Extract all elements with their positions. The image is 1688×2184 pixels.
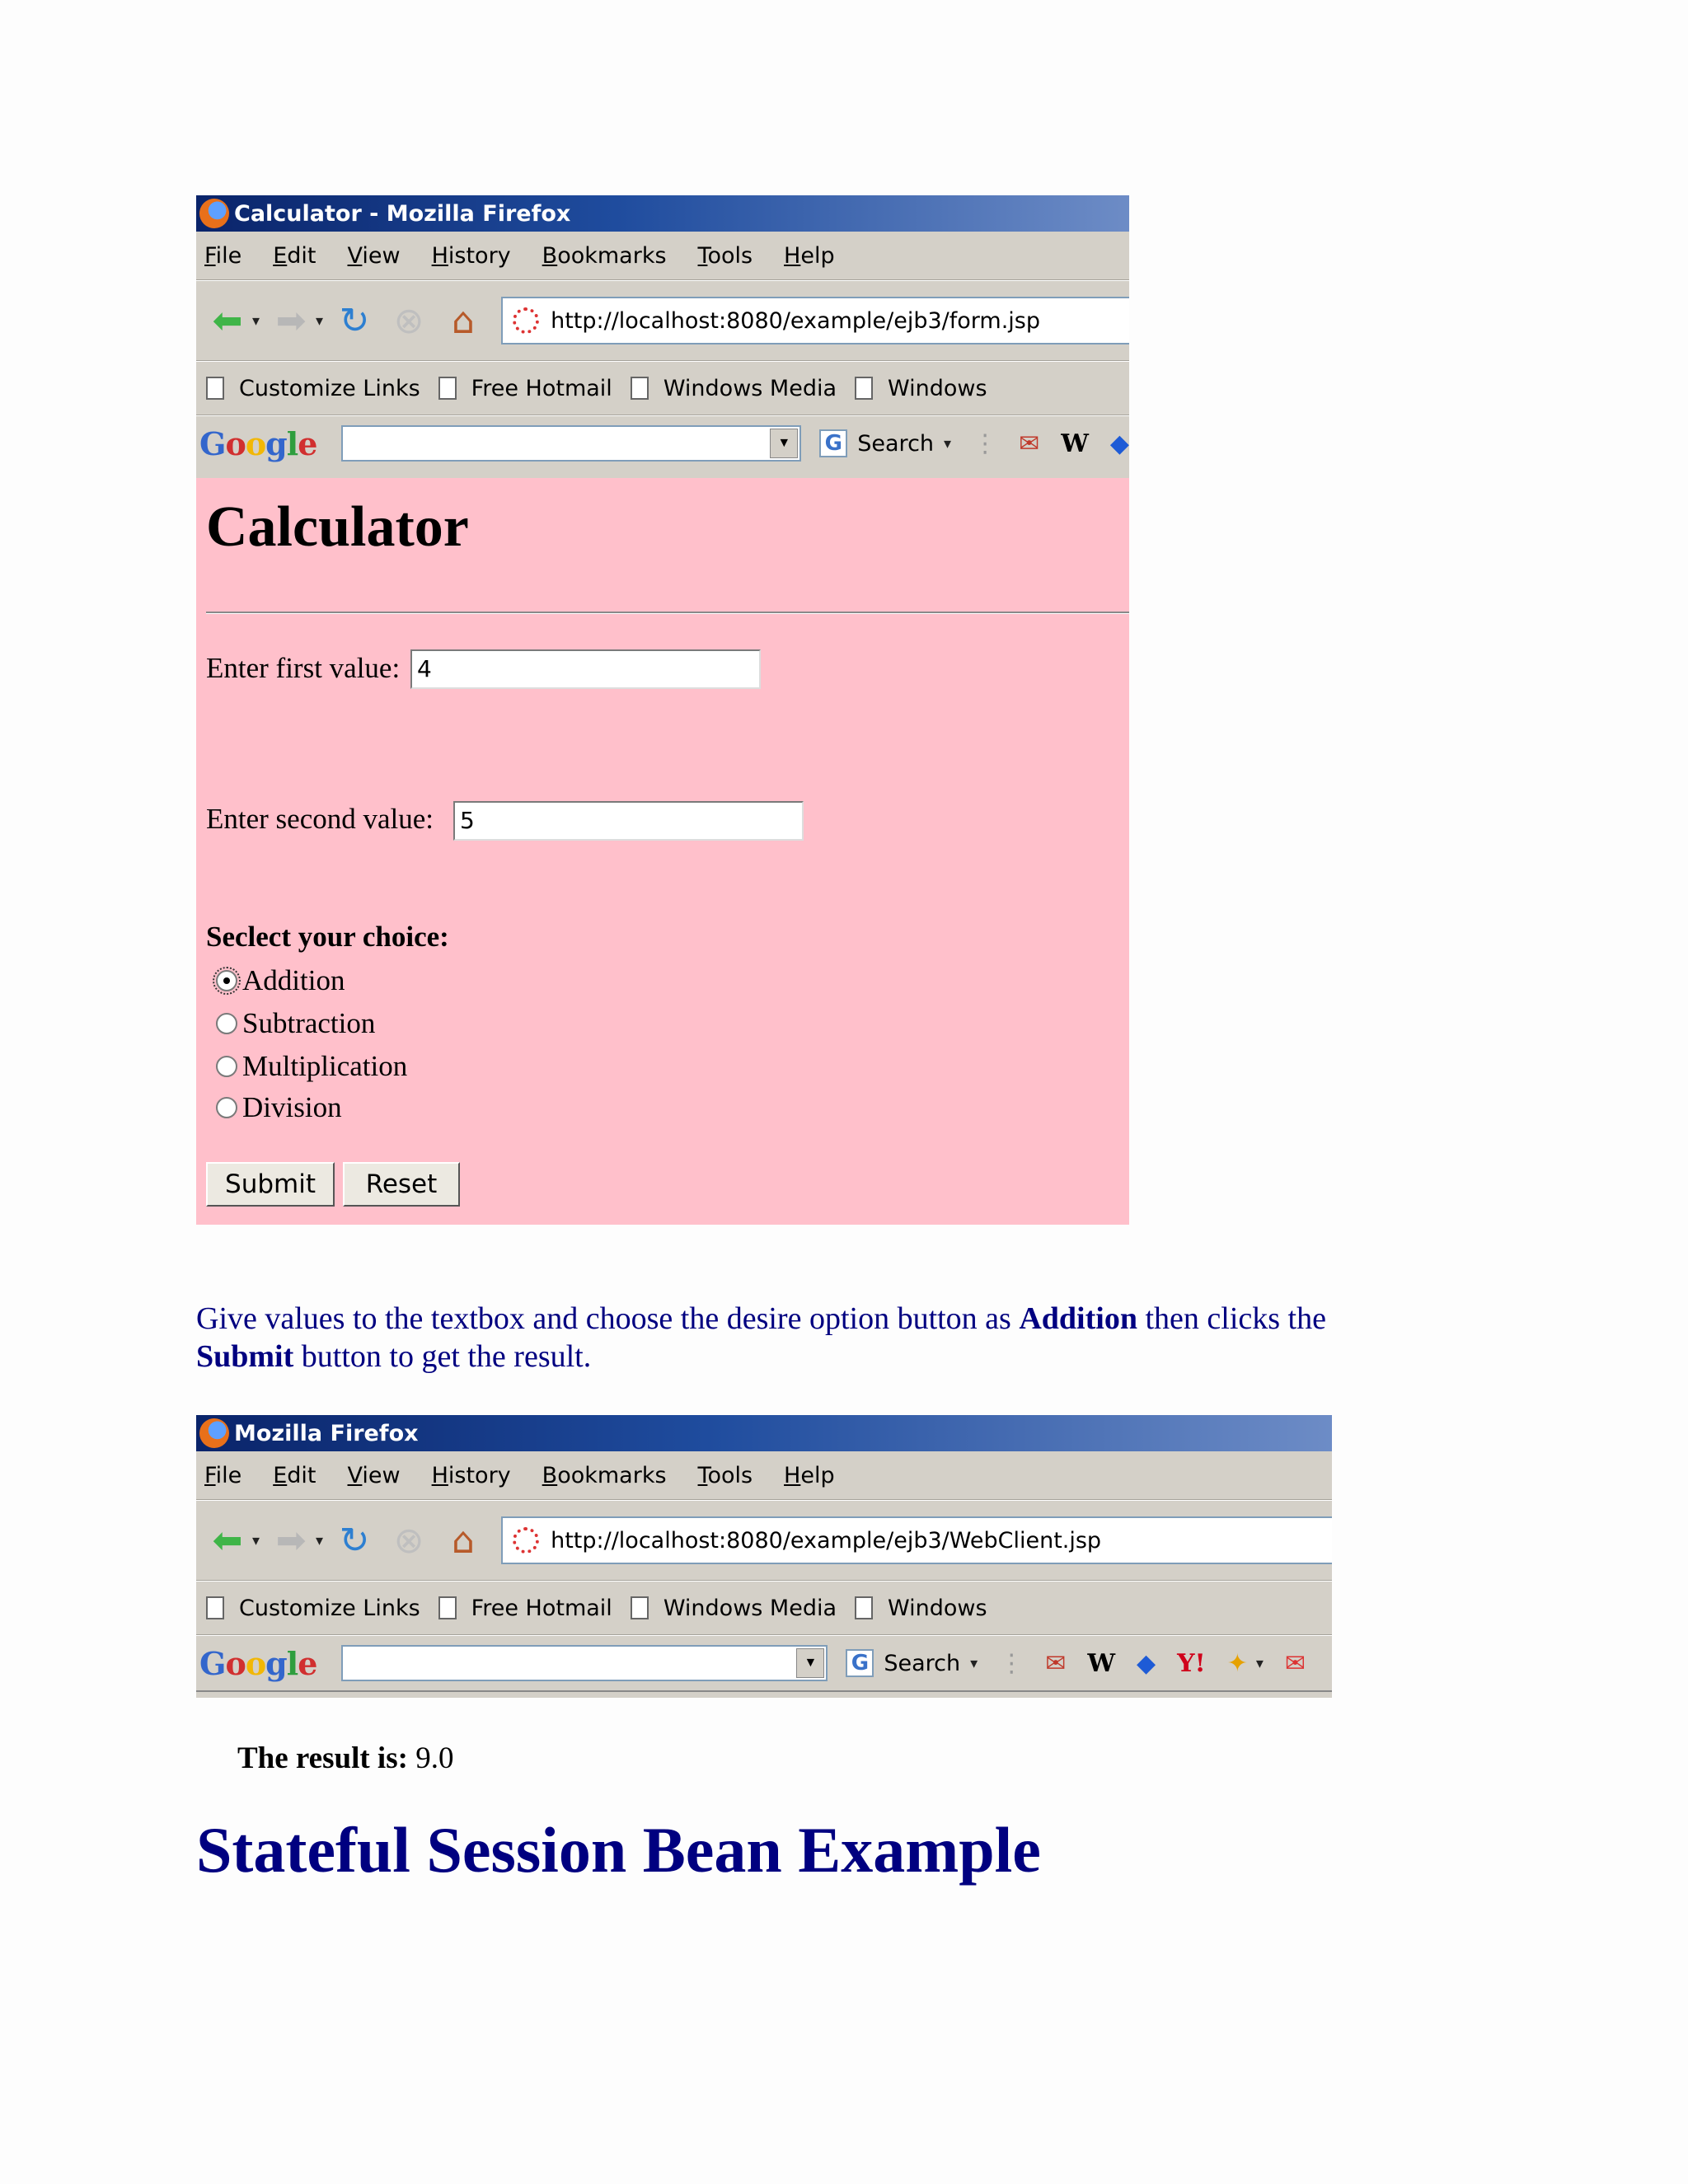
- radio-button-selected[interactable]: [216, 970, 237, 991]
- back-dropdown-icon[interactable]: ▾: [252, 1531, 260, 1549]
- browser-window-result: [196, 1415, 1332, 1698]
- link-label: Free Hotmail: [471, 375, 612, 401]
- yahoo-icon[interactable]: Y!: [1177, 1648, 1206, 1678]
- page-loading-icon: [513, 307, 539, 334]
- browser-window-calculator: [196, 195, 1129, 478]
- link-label: Free Hotmail: [471, 1595, 612, 1621]
- page-icon: [631, 377, 649, 400]
- separator-icon: ⋮: [999, 1648, 1025, 1678]
- menu-file[interactable]: File: [204, 1462, 242, 1488]
- title-bar: [196, 1415, 1332, 1451]
- link-free-hotmail[interactable]: [438, 376, 612, 401]
- radio-label: Multiplication: [242, 1050, 408, 1082]
- second-value-input[interactable]: 5: [453, 801, 804, 841]
- link-label: Windows: [888, 1595, 987, 1621]
- firefox-logo-icon: [199, 199, 229, 228]
- link-windows[interactable]: [855, 376, 987, 401]
- wikipedia-icon[interactable]: W: [1061, 429, 1089, 458]
- calculator-form: [196, 478, 1129, 1225]
- first-value-input[interactable]: 4: [410, 649, 761, 689]
- address-bar[interactable]: [501, 297, 1129, 344]
- stop-icon[interactable]: ⊗: [393, 1519, 424, 1562]
- radio-subtraction[interactable]: [216, 1007, 375, 1040]
- google-search-label: Search: [857, 430, 935, 457]
- menu-edit[interactable]: Edit: [273, 1462, 316, 1488]
- news-icon[interactable]: ✉: [1019, 429, 1040, 458]
- link-windows-media[interactable]: [631, 376, 837, 401]
- google-toolbar: [196, 415, 1129, 471]
- title-bar: [196, 195, 1129, 232]
- first-value-label: Enter first value:: [206, 652, 401, 684]
- link-customize-links[interactable]: [206, 1596, 420, 1621]
- address-url: http://localhost:8080/example/ejb3/form.jsp: [551, 307, 1040, 334]
- extensions-dropdown-icon[interactable]: ▾: [1255, 1654, 1264, 1671]
- google-logo: Google: [199, 424, 317, 462]
- link-label: Customize Links: [239, 1595, 420, 1621]
- link-customize-links[interactable]: [206, 376, 420, 401]
- window-title: Calculator - Mozilla Firefox: [234, 200, 571, 227]
- forward-dropdown-icon[interactable]: ▾: [316, 1531, 324, 1549]
- instruction-text: button to get the result.: [293, 1339, 592, 1374]
- link-label: Customize Links: [239, 375, 420, 401]
- instruction-text: Give values to the textbox and choose the desire option button as: [196, 1301, 1020, 1336]
- link-label: Windows Media: [663, 1595, 837, 1621]
- google-search-input[interactable]: [341, 1645, 828, 1681]
- back-dropdown-icon[interactable]: ▾: [252, 312, 260, 329]
- google-g-icon: G: [819, 429, 847, 457]
- menu-edit[interactable]: Edit: [273, 242, 316, 269]
- google-g-icon: G: [846, 1649, 874, 1677]
- reload-icon[interactable]: ↻: [339, 299, 370, 342]
- home-icon[interactable]: ⌂: [452, 1519, 476, 1562]
- separator-icon: ⋮: [973, 429, 998, 458]
- instruction-paragraph: [196, 1300, 1416, 1376]
- reload-icon[interactable]: ↻: [339, 1519, 370, 1562]
- menu-help[interactable]: Help: [784, 1462, 835, 1488]
- navigation-toolbar: [196, 280, 1129, 361]
- radio-label: Division: [242, 1091, 342, 1123]
- horizontal-rule: [206, 612, 1129, 614]
- link-windows[interactable]: [855, 1596, 987, 1621]
- page-icon: [206, 1596, 224, 1619]
- page-title: Calculator: [206, 495, 469, 559]
- page-icon: [855, 1596, 873, 1619]
- google-search-button[interactable]: [819, 429, 951, 457]
- page-icon: [438, 1596, 457, 1619]
- instruction-text: then clicks the: [1137, 1301, 1326, 1336]
- radio-label: Subtraction: [242, 1007, 376, 1039]
- reset-button[interactable]: Reset: [343, 1162, 460, 1207]
- choice-label: Seclect your choice:: [206, 921, 449, 953]
- submit-button[interactable]: Submit: [206, 1162, 335, 1207]
- radio-label: Addition: [242, 964, 345, 996]
- instruction-bold-addition: Addition: [1019, 1301, 1137, 1336]
- menu-help[interactable]: Help: [784, 242, 835, 269]
- menu-file[interactable]: File: [204, 242, 242, 269]
- menu-bar: [196, 1451, 1332, 1500]
- page-icon: [438, 377, 457, 400]
- chevron-down-icon[interactable]: ▼: [796, 1648, 824, 1678]
- menu-bar: [196, 232, 1129, 280]
- bookmark-icon[interactable]: ◆: [1137, 1648, 1156, 1678]
- address-bar[interactable]: [501, 1516, 1332, 1564]
- link-windows-media[interactable]: [631, 1596, 837, 1621]
- radio-division[interactable]: [216, 1091, 342, 1124]
- radio-button[interactable]: [216, 1097, 237, 1118]
- back-arrow-icon[interactable]: ⬅: [212, 299, 243, 342]
- result-value: 9.0: [415, 1741, 454, 1775]
- menu-history[interactable]: History: [431, 1462, 511, 1488]
- google-logo: Google: [199, 1644, 317, 1682]
- search-dropdown-icon[interactable]: ▾: [970, 1654, 978, 1672]
- section-heading: Stateful Session Bean Example: [196, 1814, 1041, 1886]
- menu-history[interactable]: History: [431, 242, 511, 269]
- radio-button[interactable]: [216, 1056, 237, 1077]
- forward-arrow-icon[interactable]: ➡: [275, 1519, 307, 1562]
- result-label: The result is:: [237, 1741, 408, 1775]
- menu-tools[interactable]: Tools: [697, 1462, 753, 1488]
- radio-multiplication[interactable]: [216, 1050, 407, 1083]
- forward-dropdown-icon[interactable]: ▾: [316, 312, 324, 329]
- window-title: Mozilla Firefox: [234, 1420, 419, 1446]
- second-value-label: Enter second value:: [206, 803, 434, 835]
- menu-bookmarks[interactable]: Bookmarks: [542, 1462, 667, 1488]
- forward-arrow-icon[interactable]: ➡: [275, 299, 307, 342]
- back-arrow-icon[interactable]: ⬅: [212, 1519, 243, 1562]
- bookmarks-toolbar: [196, 361, 1129, 415]
- menu-tools[interactable]: Tools: [697, 242, 753, 269]
- radio-addition[interactable]: [216, 964, 345, 997]
- page-loading-icon: [513, 1527, 539, 1554]
- link-label: Windows: [888, 375, 987, 401]
- page-icon: [631, 1596, 649, 1619]
- instruction-bold-submit: Submit: [196, 1339, 294, 1374]
- result-line: [237, 1741, 453, 1776]
- link-free-hotmail[interactable]: [438, 1596, 612, 1621]
- puzzle-icon[interactable]: ✦: [1226, 1648, 1248, 1678]
- bookmark-icon[interactable]: ◆: [1109, 429, 1129, 458]
- menu-view[interactable]: View: [347, 1462, 401, 1488]
- google-search-label: Search: [884, 1650, 961, 1676]
- home-icon[interactable]: ⌂: [452, 299, 476, 342]
- page-icon: [206, 377, 224, 400]
- google-search-button[interactable]: [846, 1649, 978, 1677]
- address-url: http://localhost:8080/example/ejb3/WebClient.jsp: [551, 1527, 1102, 1554]
- menu-view[interactable]: View: [347, 242, 401, 269]
- link-label: Windows Media: [663, 375, 837, 401]
- gmail-icon[interactable]: ✉: [1284, 1648, 1306, 1678]
- menu-bookmarks[interactable]: Bookmarks: [542, 242, 667, 269]
- stop-icon[interactable]: ⊗: [393, 299, 424, 342]
- google-toolbar: [196, 1635, 1332, 1692]
- chevron-down-icon[interactable]: ▼: [770, 429, 798, 458]
- bookmarks-toolbar: [196, 1581, 1332, 1635]
- wikipedia-icon[interactable]: W: [1087, 1648, 1116, 1678]
- news-icon[interactable]: ✉: [1045, 1648, 1067, 1678]
- page-icon: [855, 377, 873, 400]
- firefox-logo-icon: [199, 1418, 229, 1448]
- search-dropdown-icon[interactable]: ▾: [944, 434, 952, 452]
- navigation-toolbar: [196, 1500, 1332, 1581]
- radio-button[interactable]: [216, 1013, 237, 1034]
- google-search-input[interactable]: [341, 425, 801, 462]
